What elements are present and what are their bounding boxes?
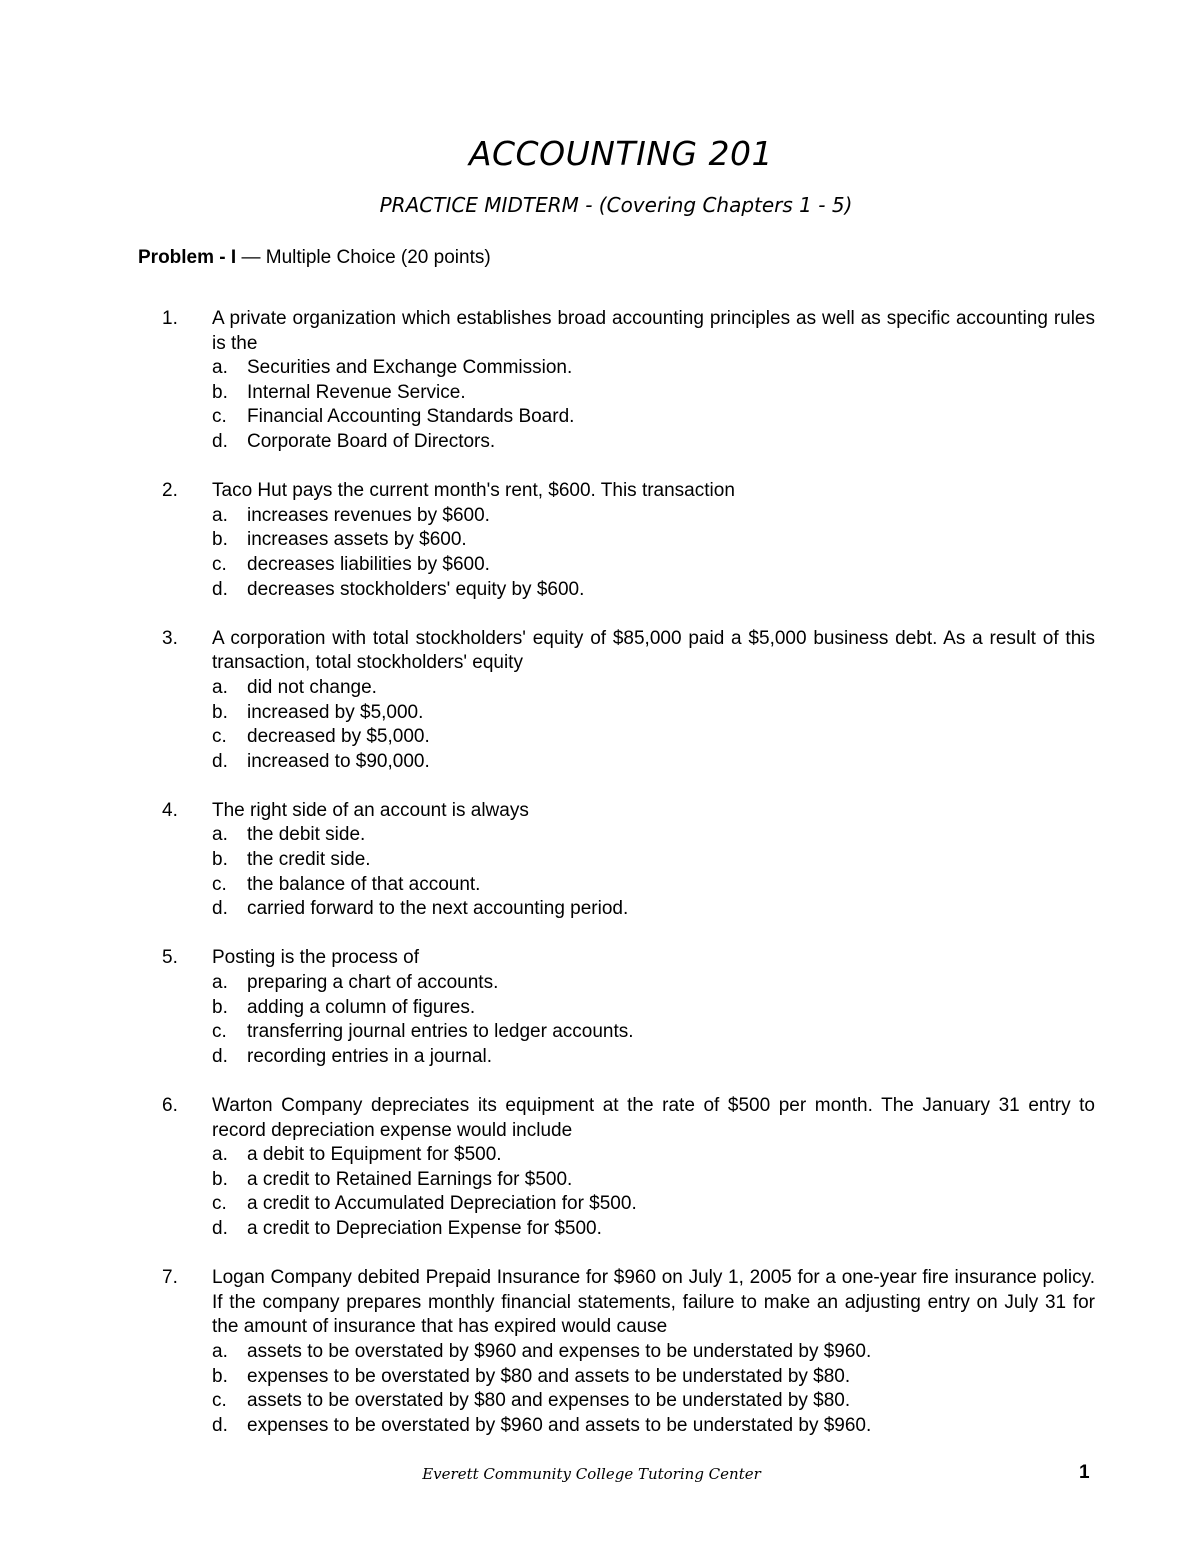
answer-option <box>212 356 1095 381</box>
question-5 <box>138 946 1095 1069</box>
option-letter: a. <box>212 357 228 379</box>
option-letter: a. <box>212 1144 228 1166</box>
option-text: increased to $90,000. <box>247 750 430 772</box>
option-letter: a. <box>212 972 228 994</box>
option-letter: b. <box>212 529 228 551</box>
option-letter: a. <box>212 504 228 526</box>
document-title: ACCOUNTING 201 <box>468 134 774 173</box>
option-text: Corporate Board of Directors. <box>247 430 496 452</box>
option-text: recording entries in a journal. <box>247 1045 493 1067</box>
option-letter: b. <box>212 1168 228 1190</box>
question-4 <box>138 799 1095 922</box>
answer-option <box>212 1168 1095 1193</box>
option-text: expenses to be overstated by $960 and assets to be understated by $960. <box>247 1414 872 1436</box>
page-number: 1 <box>1079 1462 1090 1483</box>
option-text: increases revenues by $600. <box>247 504 490 526</box>
question-number: 3. <box>162 627 178 649</box>
answer-option <box>212 405 1095 430</box>
option-letter: b. <box>212 1365 228 1387</box>
option-text: Internal Revenue Service. <box>247 381 466 403</box>
document-subtitle: PRACTICE MIDTERM - (Covering Chapters 1 - 5) <box>379 193 853 217</box>
option-letter: d. <box>212 1414 228 1436</box>
answer-option <box>212 1340 1095 1365</box>
question-text: Logan Company debited Prepaid Insurance for $960 on July 1, 2005 for a one-year fire insurance policy. If the company prepares monthly financial statements, failure to make an adjusting entry on July 31 for the amount of insurance that has expired would cause <box>212 1267 1095 1338</box>
option-text: decreases liabilities by $600. <box>247 553 490 575</box>
option-letter: c. <box>212 553 227 575</box>
option-text: increases assets by $600. <box>247 529 467 551</box>
answer-option <box>212 430 1095 455</box>
question-3 <box>138 627 1095 775</box>
answer-option <box>212 676 1095 701</box>
question-number: 2. <box>162 480 178 502</box>
option-letter: b. <box>212 381 228 403</box>
answer-option <box>212 1414 1095 1439</box>
answer-option <box>212 701 1095 726</box>
answer-option <box>212 848 1095 873</box>
answer-option <box>212 381 1095 406</box>
problem-heading <box>138 245 491 271</box>
option-letter: a. <box>212 676 228 698</box>
option-letter: d. <box>212 1217 228 1239</box>
option-letter: d. <box>212 1045 228 1067</box>
option-letter: d. <box>212 578 228 600</box>
option-letter: b. <box>212 701 228 723</box>
question-number: 7. <box>162 1267 178 1289</box>
option-text: Financial Accounting Standards Board. <box>247 406 575 428</box>
answer-option <box>212 1045 1095 1070</box>
option-letter: d. <box>212 430 228 452</box>
option-letter: c. <box>212 726 227 748</box>
option-text: the balance of that account. <box>247 873 481 895</box>
option-letter: c. <box>212 1193 227 1215</box>
option-letter: d. <box>212 750 228 772</box>
answer-option <box>212 996 1095 1021</box>
option-text: did not change. <box>247 676 377 698</box>
option-text: Securities and Exchange Commission. <box>247 357 573 379</box>
question-7 <box>138 1266 1095 1438</box>
question-6 <box>138 1094 1095 1242</box>
option-text: a credit to Accumulated Depreciation for $500. <box>247 1193 637 1215</box>
option-letter: c. <box>212 406 227 428</box>
answer-option <box>212 1217 1095 1242</box>
option-text: a debit to Equipment for $500. <box>247 1144 502 1166</box>
problem-label: Problem - I <box>138 247 237 268</box>
answer-option <box>212 873 1095 898</box>
question-text: Warton Company depreciates its equipment at the rate of $500 per month. The January 31 entry to record depreciation expense would include <box>212 1095 1095 1141</box>
option-letter: d. <box>212 898 228 920</box>
question-number: 4. <box>162 799 178 821</box>
option-text: the debit side. <box>247 824 366 846</box>
option-letter: b. <box>212 849 228 871</box>
page-footer: Everett Community College Tutoring Center <box>422 1465 761 1483</box>
answer-option <box>212 897 1095 922</box>
answer-option <box>212 553 1095 578</box>
answer-option <box>212 1192 1095 1217</box>
question-number: 1. <box>162 308 178 329</box>
option-letter: b. <box>212 996 228 1018</box>
answer-option <box>212 528 1095 553</box>
answer-option <box>212 971 1095 996</box>
option-text: preparing a chart of accounts. <box>247 972 499 994</box>
option-text: the credit side. <box>247 849 371 871</box>
option-text: decreased by $5,000. <box>247 726 430 748</box>
question-1 <box>138 307 1095 455</box>
answer-option <box>212 1020 1095 1045</box>
answer-option <box>212 1365 1095 1390</box>
question-text: Taco Hut pays the current month's rent, $600. This transaction <box>212 480 735 502</box>
question-text: A corporation with total stockholders' equity of $85,000 paid a $5,000 business debt. As a result of this transaction, total stockholders' equity <box>212 627 1095 674</box>
option-text: a credit to Depreciation Expense for $500. <box>247 1217 602 1239</box>
option-letter: a. <box>212 824 228 846</box>
question-list <box>138 307 1095 1463</box>
option-text: adding a column of figures. <box>247 996 476 1018</box>
question-text: Posting is the process of <box>212 947 419 969</box>
option-letter: c. <box>212 1021 227 1043</box>
option-text: assets to be overstated by $960 and expenses to be understated by $960. <box>247 1340 872 1362</box>
question-text: A private organization which establishes broad accounting principles as well as specific accounting rules is the <box>212 308 1095 354</box>
option-text: increased by $5,000. <box>247 701 424 723</box>
option-text: transferring journal entries to ledger accounts. <box>247 1021 634 1043</box>
option-text: decreases stockholders' equity by $600. <box>247 578 585 600</box>
option-text: assets to be overstated by $80 and expenses to be understated by $80. <box>247 1390 851 1412</box>
question-number: 5. <box>162 947 178 969</box>
option-letter: c. <box>212 1390 227 1412</box>
option-letter: c. <box>212 873 227 895</box>
option-text: a credit to Retained Earnings for $500. <box>247 1168 573 1190</box>
problem-description: — Multiple Choice (20 points) <box>236 247 491 268</box>
answer-option <box>212 1143 1095 1168</box>
answer-option <box>212 725 1095 750</box>
option-text: carried forward to the next accounting period. <box>247 898 629 920</box>
answer-option <box>212 823 1095 848</box>
answer-option <box>212 578 1095 603</box>
answer-option <box>212 1389 1095 1414</box>
question-2 <box>138 479 1095 602</box>
option-text: expenses to be overstated by $80 and assets to be understated by $80. <box>247 1365 851 1387</box>
option-letter: a. <box>212 1340 228 1362</box>
question-text: The right side of an account is always <box>212 799 529 821</box>
answer-option <box>212 504 1095 529</box>
answer-option <box>212 750 1095 775</box>
question-number: 6. <box>162 1095 178 1116</box>
